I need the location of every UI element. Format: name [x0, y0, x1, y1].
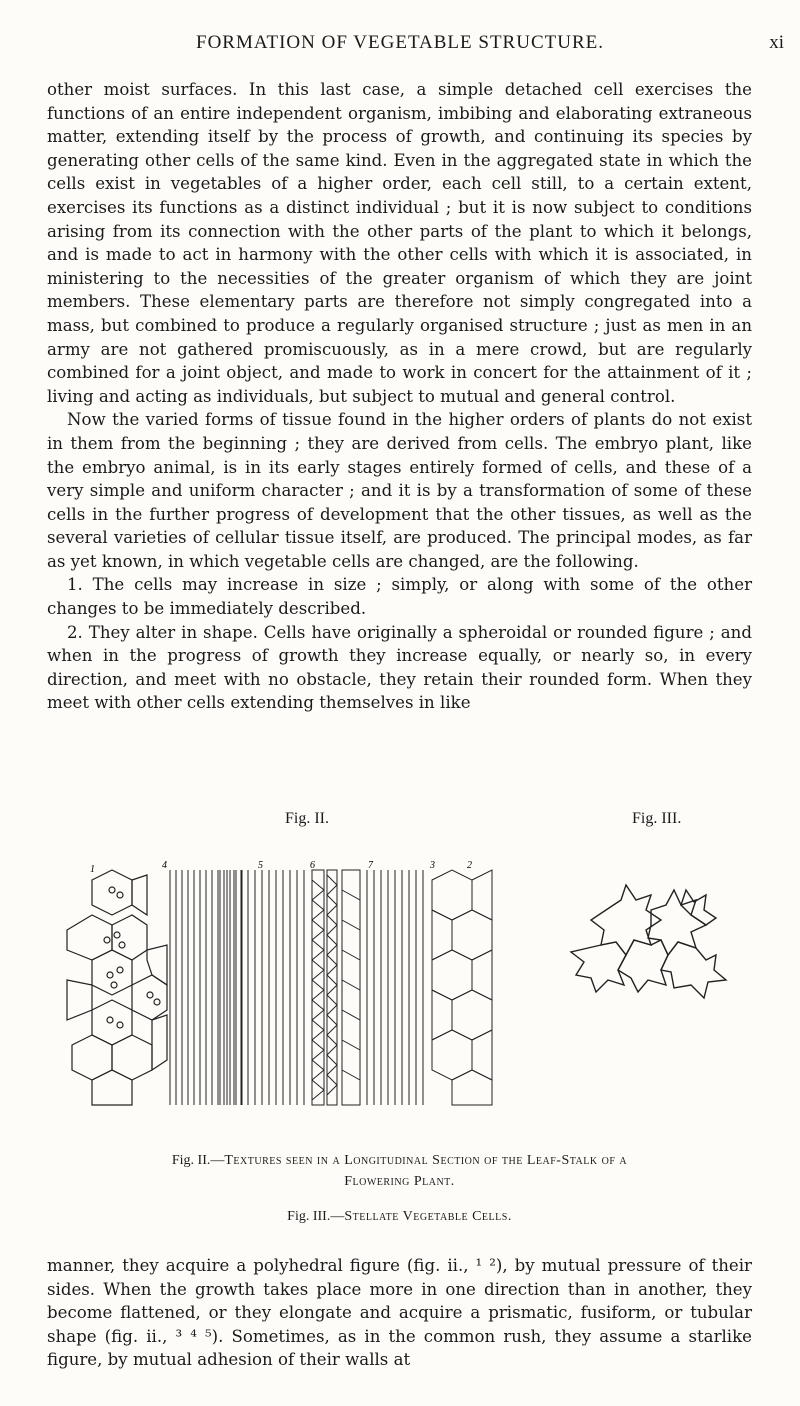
paragraph: manner, they acquire a polyhedral figure (fig. ii., ¹ ²), by mutual pressure of their sides. When the growth takes place more in one direction than in another, they become flattened, or they elongate and acquire a prismatic, fusiform, or tubular shape (fig. ii., ³ ⁴ ⁵). Sometimes, as in the common rush, they assume a starlike figure, by mutual adhesion of their walls at: [47, 1256, 752, 1370]
page-header: [0, 32, 800, 62]
fig2-number-4: 4: [162, 860, 167, 871]
fig3-illustration: [556, 880, 736, 1020]
hexagonal-cells: [432, 870, 492, 1105]
fig2-caption-line2: Flowering Plant.: [344, 1174, 455, 1189]
running-title: FORMATION OF VEGETABLE STRUCTURE.: [196, 32, 604, 53]
fig2-number-6: 6: [310, 860, 315, 871]
spiral-vessels: [312, 870, 423, 1105]
fig2-number-2: 2: [467, 860, 472, 871]
paragraph: 1. The cells may increase in size ; simply, or along with some of the other changes to be immediately described.: [47, 575, 752, 619]
body-text-bottom: [47, 1254, 752, 1372]
elongated-cells: [170, 870, 248, 1105]
fig2-number-5: 5: [258, 860, 263, 871]
fig2-caption: [47, 1150, 752, 1192]
fig3-caption-text: Stellate Vegetable Cells.: [344, 1209, 512, 1224]
fig2-caption-prefix: Fig. II.—: [171, 1153, 225, 1168]
paragraph: 2. They alter in shape. Cells have originally a spheroidal or rounded figure ; and when in the progress of growth they increase equally, or nearly so, in every direction, and meet with no obstacle, they retain their rounded form. When they meet with other cells extending themselves in like: [47, 622, 752, 713]
body-text-top: [47, 78, 752, 715]
fig2-number-3: 3: [430, 860, 435, 871]
fig3-caption: [47, 1206, 752, 1227]
page-number: xi: [769, 32, 784, 53]
fig3-label: Fig. III.: [632, 810, 682, 827]
fig2-number-7: 7: [368, 860, 373, 871]
fig2-number-1: 1: [90, 864, 95, 875]
fusiform-cells: [220, 870, 304, 1105]
fig2-label: Fig. II.: [285, 810, 329, 827]
fig2-illustration: [62, 860, 500, 1110]
polyhedral-cells: [67, 870, 167, 1105]
fig3-caption-prefix: Fig. III.—: [287, 1209, 345, 1224]
paragraph: other moist surfaces. In this last case, a simple detached cell exercises the functions of an entire independent organism, imbibing and elaborating extraneous matter, extending itself by the process of growth, and continuing its species by generating other cells of the same kind. Even in the aggregated state in which the cells exist in vegetables of a higher order, each cell still, to a certain extent, exercises its functions as a distinct individual ; but it is now subject to conditions arising from its connection with the other parts of the plant to which it belongs, and is made to act in harmony with the other cells with which it is associated, in ministering to the necessities of the greater organism of which they are joint members. These elementary parts are therefore not simply congregated into a mass, but combined to produce a regularly organised structure ; just as men in an army are not gathered promiscuously, as in a mere crowd, but are regularly combined for a joint object, and made to work in concert for the attainment of it ; living and acting as individuals, but subject to mutual and general control.: [47, 80, 752, 406]
paragraph: Now the varied forms of tissue found in the higher orders of plants do not exist in them from the beginning ; they are derived from cells. The embryo plant, like the embryo animal, is in its early stages entirely formed of cells, and these of a very simple and uniform character ; and it is by a transformation of some of these cells in the further progress of development that the other tissues, as well as the several varieties of cellular tissue itself, are produced. The principal modes, as far as yet known, in which vegetable cells are changed, are the following.: [47, 410, 752, 571]
fig2-caption-line1: Textures seen in a Longitudinal Section of the Leaf-Stalk of a: [224, 1153, 628, 1168]
